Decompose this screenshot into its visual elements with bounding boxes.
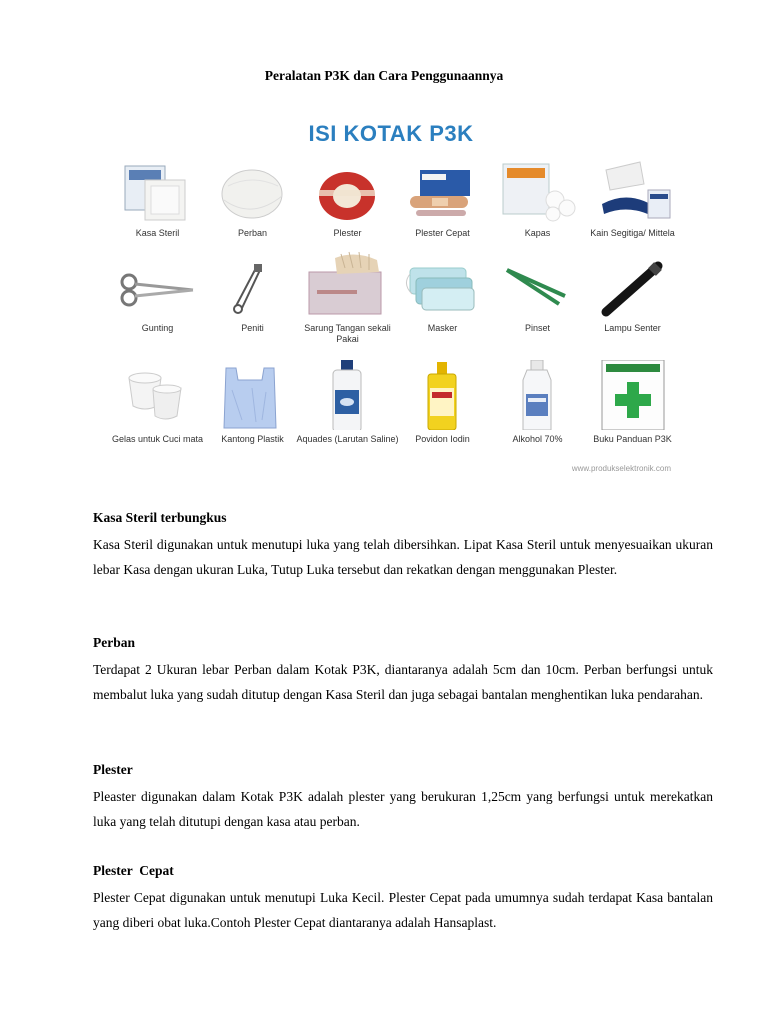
section-body: Plester Cepat digunakan untuk menutupi Luka Kecil. Plester Cepat pada umumnya sudah terdapat Kasa bantalan yang diberi obat luka.Contoh Plester Cepat diantaranya adalah Hansaplast. <box>93 890 713 930</box>
figure-heading: ISI KOTAK P3K <box>308 121 474 146</box>
item-label: Plester <box>333 228 362 238</box>
item-label: Kasa Steril <box>135 228 180 238</box>
item-label: Pinset <box>524 323 550 333</box>
saline-bottle-icon <box>307 360 387 430</box>
item-label: Plester Cepat <box>415 228 470 238</box>
item-label: Alkohol 70% <box>512 434 563 444</box>
triangle-sling-icon <box>592 160 672 225</box>
safety-pin-icon <box>212 260 292 320</box>
first-aid-kit-figure <box>105 115 677 475</box>
section-heading: Perban <box>93 635 135 650</box>
iodine-bottle-icon <box>402 360 482 430</box>
item-kasa-steril <box>110 160 205 270</box>
plastic-bag-icon <box>212 360 292 430</box>
section-body: Pleaster digunakan dalam Kotak P3K adalah plester yang berukuran 1,25cm yang berfungsi untuk merekatkan luka yang telah ditutupi dengan kasa atau perban. <box>93 789 713 829</box>
section-kasa-steril <box>93 508 713 582</box>
item-label: Kapas <box>524 228 551 238</box>
eye-cup-icon <box>117 360 197 430</box>
item-label: Kain Segitiga/ Mittela <box>590 228 675 238</box>
item-pinset <box>490 260 585 370</box>
item-label: Sarung Tangan sekali Pakai <box>304 323 391 344</box>
item-perban <box>205 160 300 270</box>
mask-icon <box>402 260 482 320</box>
item-label: Lampu Senter <box>604 323 661 333</box>
section-plester-cepat <box>93 861 713 935</box>
section-heading: Kasa Steril terbungkus <box>93 510 227 525</box>
item-sarung-tangan <box>300 248 395 358</box>
item-label: Povidon Iodin <box>415 434 470 444</box>
item-peniti <box>205 260 300 370</box>
section-heading: Plester <box>93 762 133 777</box>
gloves-icon <box>307 248 387 318</box>
alcohol-bottle-icon <box>497 360 577 430</box>
item-gunting <box>110 260 205 370</box>
tweezers-icon <box>497 260 577 320</box>
section-plester <box>93 760 713 834</box>
bandage-roll-icon <box>212 160 292 225</box>
item-label: Gelas untuk Cuci mata <box>111 434 204 444</box>
item-label: Peniti <box>241 323 264 333</box>
item-label: Perban <box>237 228 268 238</box>
item-kapas <box>490 160 585 270</box>
page-title: Peralatan P3K dan Cara Penggunaannya <box>264 68 504 83</box>
section-body: Kasa Steril digunakan untuk menutupi luka yang telah dibersihkan. Lipat Kasa Steril untuk menyesuaikan ukuran lebar Kasa dengan ukuran Luka, Tutup Luka tersebut dan rekatkan dengan menggunakan Plester. <box>93 537 713 577</box>
item-plester-cepat <box>395 160 490 270</box>
item-aquades <box>296 360 399 470</box>
scissors-icon <box>117 260 197 320</box>
gauze-icon <box>117 160 197 225</box>
item-label: Buku Panduan P3K <box>593 434 672 444</box>
cotton-icon <box>497 160 577 225</box>
item-kantong-plastik <box>205 360 300 470</box>
section-heading: Plester Cepat <box>93 863 174 878</box>
section-body: Terdapat 2 Ukuran lebar Perban dalam Kotak P3K, diantaranya adalah 5cm dan 10cm. Perban berfungsi untuk membalut luka yang sudah ditutup dengan Kasa Steril dan juga sebagai bantalan menghentikan luka pendarahan. <box>93 662 713 702</box>
item-lampu-senter <box>585 260 680 370</box>
flashlight-icon <box>592 260 672 320</box>
first-aid-book-icon <box>592 360 672 430</box>
adhesive-bandage-icon <box>402 160 482 225</box>
section-perban <box>93 633 713 707</box>
item-label: Masker <box>427 323 458 333</box>
item-label: Gunting <box>141 323 174 333</box>
item-povidon-iodin <box>395 360 490 470</box>
item-label: Aquades (Larutan Saline) <box>296 434 399 444</box>
tape-roll-icon <box>307 160 387 225</box>
item-alkohol <box>490 360 585 470</box>
item-gelas-cuci-mata <box>110 360 205 470</box>
item-masker <box>395 260 490 370</box>
item-kain-segitiga <box>585 160 680 270</box>
item-label: Kantong Plastik <box>221 434 284 444</box>
figure-watermark: www.produkselektronik.com <box>571 464 671 473</box>
item-buku-panduan <box>585 360 680 470</box>
